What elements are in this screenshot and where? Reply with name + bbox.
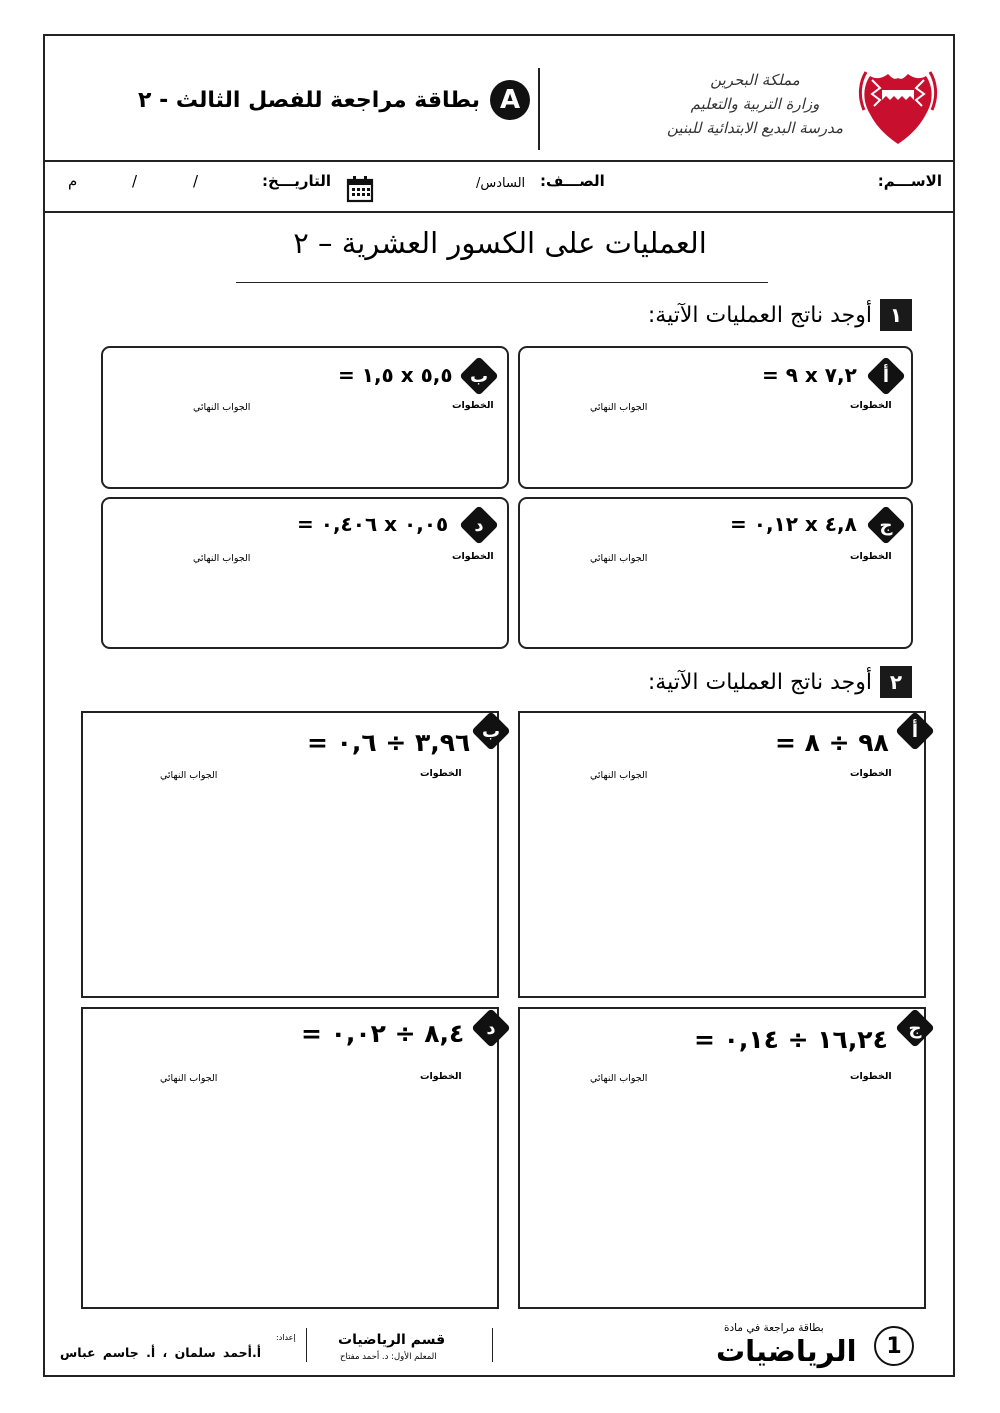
section1-heading xyxy=(648,299,912,331)
calendar-icon xyxy=(346,175,374,203)
letter-marker: أ xyxy=(895,711,935,751)
math-expression: ٧,٢ x ٩ = xyxy=(762,363,857,387)
first-teacher: المعلم الأول: د. أحمد مفتاح xyxy=(340,1352,437,1362)
section1-number: ١ xyxy=(880,299,912,331)
letter-marker: أ xyxy=(866,356,906,396)
letter-marker: ج xyxy=(895,1008,935,1048)
answer-box[interactable] xyxy=(81,1007,499,1309)
steps-label: الخطوات xyxy=(850,1071,892,1082)
math-expression: ٨,٤ ÷ ٠,٠٢ = xyxy=(301,1019,465,1048)
subject-name: الرياضيات xyxy=(716,1334,857,1368)
school-line: مدرسة البديع الابتدائية للبنين xyxy=(666,119,844,137)
class-label: الصـــف: xyxy=(540,172,605,190)
final-answer-label: الجواب النهائي xyxy=(590,1073,648,1084)
info-divider xyxy=(43,211,955,213)
date-label: التاريـــخ: xyxy=(262,172,331,190)
page-title: العمليات على الكسور العشرية – ٢ xyxy=(293,226,707,260)
math-expression: ٥,٥ x ١,٥ = xyxy=(338,363,453,387)
date-slash: / xyxy=(193,172,199,190)
date-slash: / xyxy=(132,172,138,190)
letter-marker: ب xyxy=(459,356,499,396)
authors: أ.أحمد سلمان ، أ. جاسم عباس xyxy=(60,1345,261,1360)
final-answer-label: الجواب النهائي xyxy=(590,770,648,781)
letter-marker: د xyxy=(471,1008,511,1048)
card-title xyxy=(110,78,530,122)
steps-label: الخطوات xyxy=(452,551,494,562)
final-answer-label: الجواب النهائي xyxy=(193,402,251,413)
card-title-text: بطاقة مراجعة للفصل الثالث - ٢ xyxy=(137,87,480,113)
footer-separator xyxy=(492,1328,493,1362)
footer-separator xyxy=(306,1328,307,1362)
header-divider xyxy=(43,160,955,162)
letter-marker: ب xyxy=(471,711,511,751)
school-line: وزارة التربية والتعليم xyxy=(690,95,820,113)
math-expression: ٠,٠٥ x ٠,٤٠٦ = xyxy=(297,512,449,536)
letter-marker: ج xyxy=(866,505,906,545)
card-subject-caption: بطاقة مراجعة في مادة xyxy=(724,1322,824,1334)
section1-instruction: أوجد ناتج العمليات الآتية: xyxy=(647,302,872,328)
steps-label: الخطوات xyxy=(452,400,494,411)
steps-label: الخطوات xyxy=(850,400,892,411)
title-underline xyxy=(236,282,768,283)
steps-label: الخطوات xyxy=(850,768,892,779)
section2-instruction: أوجد ناتج العمليات الآتية: xyxy=(647,669,872,695)
class-value: السادس/ xyxy=(476,176,526,191)
school-line: مملكة البحرين xyxy=(710,71,800,89)
final-answer-label: الجواب النهائي xyxy=(193,553,251,564)
section2-number: ٢ xyxy=(880,666,912,698)
final-answer-label: الجواب النهائي xyxy=(590,553,648,564)
steps-label: الخطوات xyxy=(420,1071,462,1082)
math-expression: ٩٨ ÷ ٨ = xyxy=(775,728,889,757)
department-name: قسم الرياضيات xyxy=(338,1332,446,1348)
date-suffix: م xyxy=(68,172,78,190)
math-expression: ٤,٨ x ٠,١٢ = xyxy=(730,512,857,536)
steps-label: الخطوات xyxy=(420,768,462,779)
header-separator xyxy=(538,68,540,150)
section2-heading xyxy=(648,666,912,698)
math-expression: ٣,٩٦ ÷ ٠,٦ = xyxy=(307,728,471,757)
prepared-by-label: إعداد: xyxy=(276,1333,296,1342)
final-answer-label: الجواب النهائي xyxy=(590,402,648,413)
school-name-block xyxy=(660,68,850,140)
bahrain-emblem-icon xyxy=(858,66,938,148)
math-expression: ١٦,٢٤ ÷ ٠,١٤ = xyxy=(694,1025,888,1054)
card-letter-badge: A xyxy=(490,80,530,120)
final-answer-label: الجواب النهائي xyxy=(160,1073,218,1084)
final-answer-label: الجواب النهائي xyxy=(160,770,218,781)
letter-marker: د xyxy=(459,505,499,545)
page-number: 1 xyxy=(874,1326,914,1366)
steps-label: الخطوات xyxy=(850,551,892,562)
name-label: الاســـم: xyxy=(877,172,942,190)
